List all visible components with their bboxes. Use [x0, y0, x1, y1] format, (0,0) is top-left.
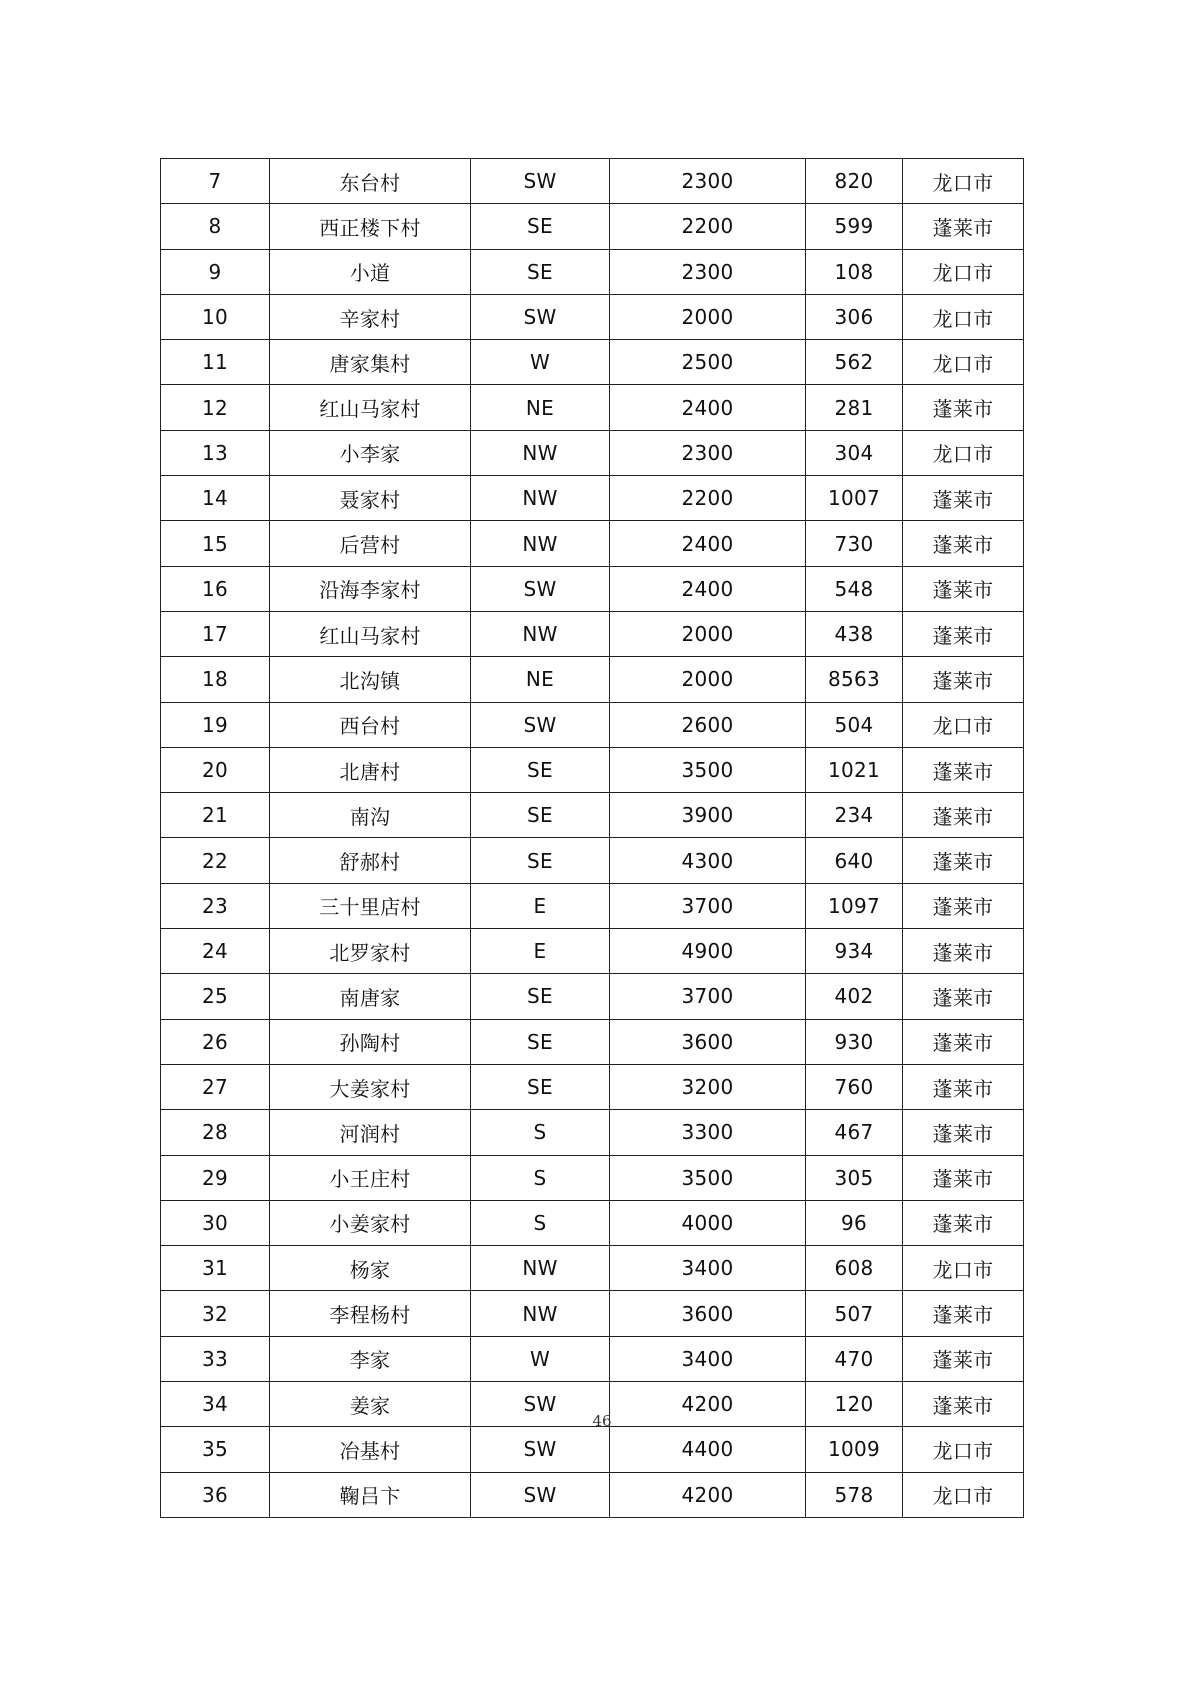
table-row	[161, 1336, 1024, 1381]
row-number-cell: 35	[161, 1427, 270, 1472]
village-name-cell: 西正楼下村	[270, 204, 471, 249]
city-cell: 蓬莱市	[903, 476, 1024, 521]
distance-cell: 3200	[610, 1064, 806, 1109]
city-cell: 蓬莱市	[903, 838, 1024, 883]
city-cell: 蓬莱市	[903, 1200, 1024, 1245]
row-number-cell: 32	[161, 1291, 270, 1336]
city-cell: 蓬莱市	[903, 974, 1024, 1019]
table-row	[161, 1155, 1024, 1200]
row-number-cell: 20	[161, 747, 270, 792]
distance-cell: 3700	[610, 883, 806, 928]
village-name-cell: 小李家	[270, 430, 471, 475]
row-number-cell: 13	[161, 430, 270, 475]
population-cell: 760	[806, 1064, 903, 1109]
village-name-cell: 聂家村	[270, 476, 471, 521]
direction-cell: W	[471, 340, 610, 385]
row-number-cell: 23	[161, 883, 270, 928]
city-cell: 龙口市	[903, 159, 1024, 204]
population-cell: 930	[806, 1019, 903, 1064]
distance-cell: 4200	[610, 1382, 806, 1427]
row-number-cell: 15	[161, 521, 270, 566]
village-name-cell: 杨家	[270, 1246, 471, 1291]
row-number-cell: 17	[161, 611, 270, 656]
distance-cell: 3400	[610, 1246, 806, 1291]
village-name-cell: 李家	[270, 1336, 471, 1381]
distance-cell: 2000	[610, 611, 806, 656]
population-cell: 599	[806, 204, 903, 249]
village-name-cell: 北唐村	[270, 747, 471, 792]
city-cell: 蓬莱市	[903, 611, 1024, 656]
distance-cell: 2200	[610, 204, 806, 249]
direction-cell: SE	[471, 1019, 610, 1064]
distance-cell: 4300	[610, 838, 806, 883]
population-cell: 1009	[806, 1427, 903, 1472]
village-name-cell: 小王庄村	[270, 1155, 471, 1200]
row-number-cell: 21	[161, 793, 270, 838]
population-cell: 608	[806, 1246, 903, 1291]
row-number-cell: 24	[161, 929, 270, 974]
village-name-cell: 西台村	[270, 702, 471, 747]
city-cell: 蓬莱市	[903, 929, 1024, 974]
direction-cell: S	[471, 1110, 610, 1155]
page-number: 46	[592, 1412, 612, 1430]
table-row	[161, 702, 1024, 747]
row-number-cell: 14	[161, 476, 270, 521]
direction-cell: NE	[471, 385, 610, 430]
population-cell: 640	[806, 838, 903, 883]
city-cell: 蓬莱市	[903, 204, 1024, 249]
distance-cell: 3600	[610, 1291, 806, 1336]
table-row	[161, 249, 1024, 294]
distance-cell: 3300	[610, 1110, 806, 1155]
table-row	[161, 974, 1024, 1019]
row-number-cell: 28	[161, 1110, 270, 1155]
population-cell: 504	[806, 702, 903, 747]
distance-cell: 3900	[610, 793, 806, 838]
distance-cell: 4000	[610, 1200, 806, 1245]
table-row	[161, 1064, 1024, 1109]
table-row	[161, 430, 1024, 475]
direction-cell: W	[471, 1336, 610, 1381]
table-row	[161, 747, 1024, 792]
direction-cell: SW	[471, 566, 610, 611]
village-name-cell: 舒郝村	[270, 838, 471, 883]
village-name-cell: 北沟镇	[270, 657, 471, 702]
village-name-cell: 北罗家村	[270, 929, 471, 974]
table-row	[161, 385, 1024, 430]
city-cell: 蓬莱市	[903, 1155, 1024, 1200]
table-row	[161, 838, 1024, 883]
table-row	[161, 1427, 1024, 1472]
distance-cell: 2000	[610, 294, 806, 339]
population-cell: 1021	[806, 747, 903, 792]
village-name-cell: 姜家	[270, 1382, 471, 1427]
city-cell: 龙口市	[903, 249, 1024, 294]
row-number-cell: 29	[161, 1155, 270, 1200]
distance-cell: 2300	[610, 159, 806, 204]
table-row	[161, 793, 1024, 838]
row-number-cell: 31	[161, 1246, 270, 1291]
distance-cell: 2300	[610, 249, 806, 294]
direction-cell: NW	[471, 430, 610, 475]
village-name-cell: 红山马家村	[270, 611, 471, 656]
distance-cell: 3400	[610, 1336, 806, 1381]
village-name-cell: 唐家集村	[270, 340, 471, 385]
table-row	[161, 1291, 1024, 1336]
distance-cell: 4400	[610, 1427, 806, 1472]
population-cell: 96	[806, 1200, 903, 1245]
population-cell: 306	[806, 294, 903, 339]
village-name-cell: 南唐家	[270, 974, 471, 1019]
population-cell: 934	[806, 929, 903, 974]
village-name-cell: 河润村	[270, 1110, 471, 1155]
direction-cell: NE	[471, 657, 610, 702]
row-number-cell: 18	[161, 657, 270, 702]
direction-cell: S	[471, 1200, 610, 1245]
direction-cell: SE	[471, 838, 610, 883]
population-cell: 578	[806, 1472, 903, 1517]
direction-cell: E	[471, 929, 610, 974]
table-row	[161, 340, 1024, 385]
row-number-cell: 8	[161, 204, 270, 249]
table-row	[161, 566, 1024, 611]
table-row	[161, 1472, 1024, 1517]
village-name-cell: 大姜家村	[270, 1064, 471, 1109]
direction-cell: NW	[471, 521, 610, 566]
table-row	[161, 1246, 1024, 1291]
row-number-cell: 33	[161, 1336, 270, 1381]
city-cell: 龙口市	[903, 1246, 1024, 1291]
row-number-cell: 30	[161, 1200, 270, 1245]
table-row	[161, 159, 1024, 204]
city-cell: 蓬莱市	[903, 385, 1024, 430]
row-number-cell: 26	[161, 1019, 270, 1064]
city-cell: 蓬莱市	[903, 1019, 1024, 1064]
city-cell: 龙口市	[903, 1427, 1024, 1472]
row-number-cell: 12	[161, 385, 270, 430]
village-table	[160, 158, 1024, 1518]
table-body	[161, 159, 1024, 1518]
row-number-cell: 27	[161, 1064, 270, 1109]
population-cell: 304	[806, 430, 903, 475]
village-name-cell: 孙陶村	[270, 1019, 471, 1064]
population-cell: 1007	[806, 476, 903, 521]
direction-cell: SW	[471, 294, 610, 339]
direction-cell: NW	[471, 1246, 610, 1291]
village-name-cell: 冶基村	[270, 1427, 471, 1472]
city-cell: 龙口市	[903, 340, 1024, 385]
distance-cell: 2400	[610, 385, 806, 430]
population-cell: 562	[806, 340, 903, 385]
population-cell: 438	[806, 611, 903, 656]
city-cell: 蓬莱市	[903, 793, 1024, 838]
population-cell: 467	[806, 1110, 903, 1155]
city-cell: 龙口市	[903, 294, 1024, 339]
village-name-cell: 三十里店村	[270, 883, 471, 928]
village-name-cell: 红山马家村	[270, 385, 471, 430]
row-number-cell: 22	[161, 838, 270, 883]
direction-cell: NW	[471, 476, 610, 521]
city-cell: 蓬莱市	[903, 1064, 1024, 1109]
direction-cell: NW	[471, 611, 610, 656]
distance-cell: 3600	[610, 1019, 806, 1064]
population-cell: 470	[806, 1336, 903, 1381]
city-cell: 蓬莱市	[903, 1110, 1024, 1155]
population-cell: 730	[806, 521, 903, 566]
row-number-cell: 9	[161, 249, 270, 294]
table-row	[161, 1200, 1024, 1245]
row-number-cell: 25	[161, 974, 270, 1019]
population-cell: 108	[806, 249, 903, 294]
direction-cell: SE	[471, 249, 610, 294]
city-cell: 蓬莱市	[903, 657, 1024, 702]
village-name-cell: 东台村	[270, 159, 471, 204]
direction-cell: SE	[471, 747, 610, 792]
distance-cell: 2600	[610, 702, 806, 747]
direction-cell: SW	[471, 1382, 610, 1427]
direction-cell: SW	[471, 1427, 610, 1472]
population-cell: 305	[806, 1155, 903, 1200]
row-number-cell: 19	[161, 702, 270, 747]
village-name-cell: 后营村	[270, 521, 471, 566]
direction-cell: SE	[471, 1064, 610, 1109]
population-cell: 507	[806, 1291, 903, 1336]
row-number-cell: 36	[161, 1472, 270, 1517]
table-row	[161, 476, 1024, 521]
row-number-cell: 7	[161, 159, 270, 204]
row-number-cell: 16	[161, 566, 270, 611]
distance-cell: 4200	[610, 1472, 806, 1517]
city-cell: 龙口市	[903, 430, 1024, 475]
population-cell: 8563	[806, 657, 903, 702]
direction-cell: SW	[471, 159, 610, 204]
table-row	[161, 929, 1024, 974]
city-cell: 蓬莱市	[903, 1336, 1024, 1381]
city-cell: 龙口市	[903, 702, 1024, 747]
distance-cell: 2400	[610, 566, 806, 611]
direction-cell: E	[471, 883, 610, 928]
population-cell: 234	[806, 793, 903, 838]
direction-cell: S	[471, 1155, 610, 1200]
table-row	[161, 883, 1024, 928]
population-cell: 120	[806, 1382, 903, 1427]
population-cell: 1097	[806, 883, 903, 928]
table-row	[161, 294, 1024, 339]
direction-cell: SE	[471, 793, 610, 838]
city-cell: 蓬莱市	[903, 521, 1024, 566]
row-number-cell: 34	[161, 1382, 270, 1427]
distance-cell: 2500	[610, 340, 806, 385]
distance-cell: 3500	[610, 1155, 806, 1200]
city-cell: 蓬莱市	[903, 747, 1024, 792]
population-cell: 820	[806, 159, 903, 204]
direction-cell: SE	[471, 974, 610, 1019]
distance-cell: 2200	[610, 476, 806, 521]
village-name-cell: 辛家村	[270, 294, 471, 339]
direction-cell: SW	[471, 702, 610, 747]
distance-cell: 4900	[610, 929, 806, 974]
table-row	[161, 1019, 1024, 1064]
population-cell: 548	[806, 566, 903, 611]
city-cell: 蓬莱市	[903, 883, 1024, 928]
city-cell: 蓬莱市	[903, 1382, 1024, 1427]
direction-cell: SE	[471, 204, 610, 249]
village-name-cell: 小姜家村	[270, 1200, 471, 1245]
population-cell: 402	[806, 974, 903, 1019]
village-name-cell: 李程杨村	[270, 1291, 471, 1336]
city-cell: 龙口市	[903, 1472, 1024, 1517]
city-cell: 蓬莱市	[903, 566, 1024, 611]
village-name-cell: 南沟	[270, 793, 471, 838]
village-name-cell: 鞠吕卞	[270, 1472, 471, 1517]
table-row	[161, 521, 1024, 566]
population-cell: 281	[806, 385, 903, 430]
distance-cell: 2400	[610, 521, 806, 566]
direction-cell: NW	[471, 1291, 610, 1336]
village-name-cell: 小道	[270, 249, 471, 294]
row-number-cell: 11	[161, 340, 270, 385]
distance-cell: 2000	[610, 657, 806, 702]
distance-cell: 2300	[610, 430, 806, 475]
table-row	[161, 204, 1024, 249]
table-row	[161, 611, 1024, 656]
distance-cell: 3500	[610, 747, 806, 792]
city-cell: 蓬莱市	[903, 1291, 1024, 1336]
row-number-cell: 10	[161, 294, 270, 339]
direction-cell: SW	[471, 1472, 610, 1517]
village-name-cell: 沿海李家村	[270, 566, 471, 611]
table-row	[161, 657, 1024, 702]
distance-cell: 3700	[610, 974, 806, 1019]
table-row	[161, 1110, 1024, 1155]
